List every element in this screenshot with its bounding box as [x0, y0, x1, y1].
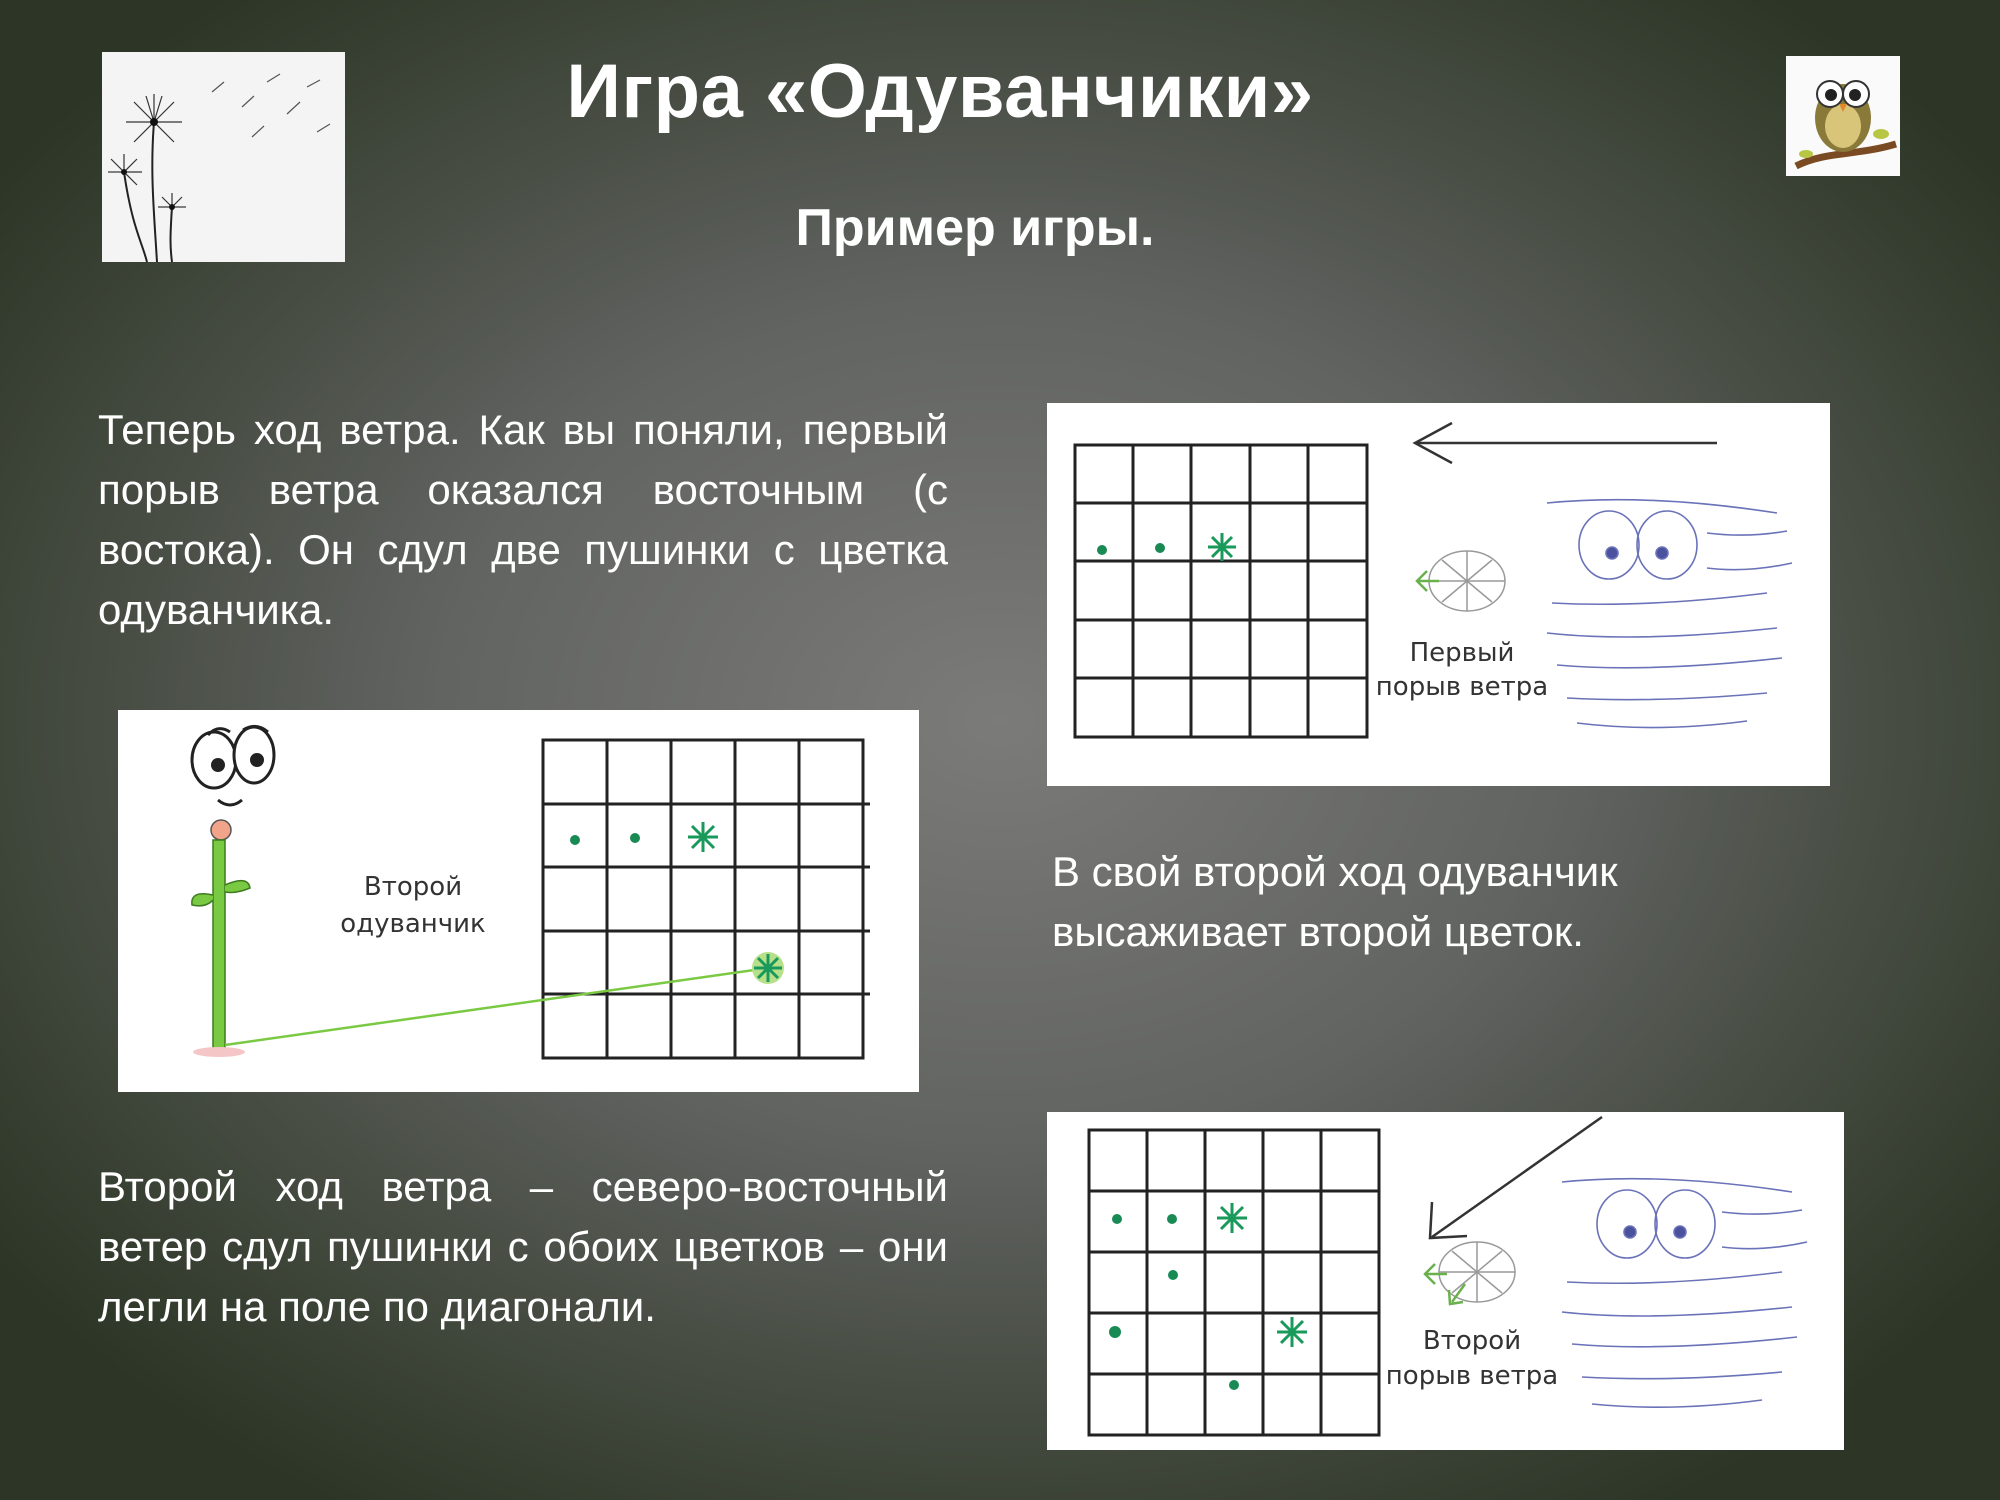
compass-icon [1429, 551, 1505, 611]
label-second-dandelion-2: одуванчик [340, 909, 486, 939]
figure-second-dandelion [118, 710, 919, 1092]
label-second-gust-2: порыв ветра [1385, 1361, 1559, 1391]
figure-first-gust [1047, 403, 1830, 786]
figure-second-gust [1047, 1112, 1844, 1450]
seed-mark [1168, 1270, 1178, 1280]
label-first-gust-2: порыв ветра [1375, 672, 1549, 702]
flower-mark [1217, 1203, 1247, 1233]
seed-mark [1112, 1214, 1122, 1224]
grid-second-dandelion [543, 740, 870, 1058]
paragraph-dandelion-second: В свой второй ход одуванчик высаживает второй цветок. [1052, 848, 1618, 955]
paragraph-wind-second: Второй ход ветра – северо-восточный ветер сдул пушинки с обоих цветков – они легли на поле по диагонали. [98, 1163, 948, 1330]
seed-mark [1109, 1326, 1121, 1338]
seed-mark [1097, 545, 1107, 555]
grid-first-gust [1075, 445, 1367, 737]
paragraph-wind-first: Теперь ход ветра. Как вы поняли, первый порыв ветра оказался восточным (с востока). Он сдул две пушинки с цветка одуванчика. [98, 406, 948, 633]
seed-mark [630, 833, 640, 843]
dandelion-character-icon [192, 726, 274, 1057]
owl-icon [1786, 56, 1900, 176]
label-second-dandelion-1: Второй [363, 872, 463, 902]
planting-line [225, 968, 768, 1045]
seed-mark [570, 835, 580, 845]
flower-mark [688, 822, 718, 852]
label-second-gust-1: Второй [1422, 1326, 1522, 1356]
seed-mark [1229, 1380, 1239, 1390]
wind-face-icon [1562, 1179, 1807, 1408]
flower-mark [1208, 533, 1236, 561]
seed-mark [1155, 543, 1165, 553]
dandelion-photo-icon [102, 52, 345, 262]
wind-arrow-diagonal-icon [1430, 1117, 1602, 1238]
flower-mark [1277, 1317, 1307, 1347]
slide-subtitle: Пример игры. [795, 199, 1155, 257]
label-first-gust-1: Первый [1409, 638, 1515, 668]
wind-face-icon [1547, 500, 1792, 728]
wind-arrow-left-icon [1415, 423, 1717, 463]
seed-mark [1167, 1214, 1177, 1224]
slide-title: Игра «Одуванчики» [566, 49, 1314, 134]
